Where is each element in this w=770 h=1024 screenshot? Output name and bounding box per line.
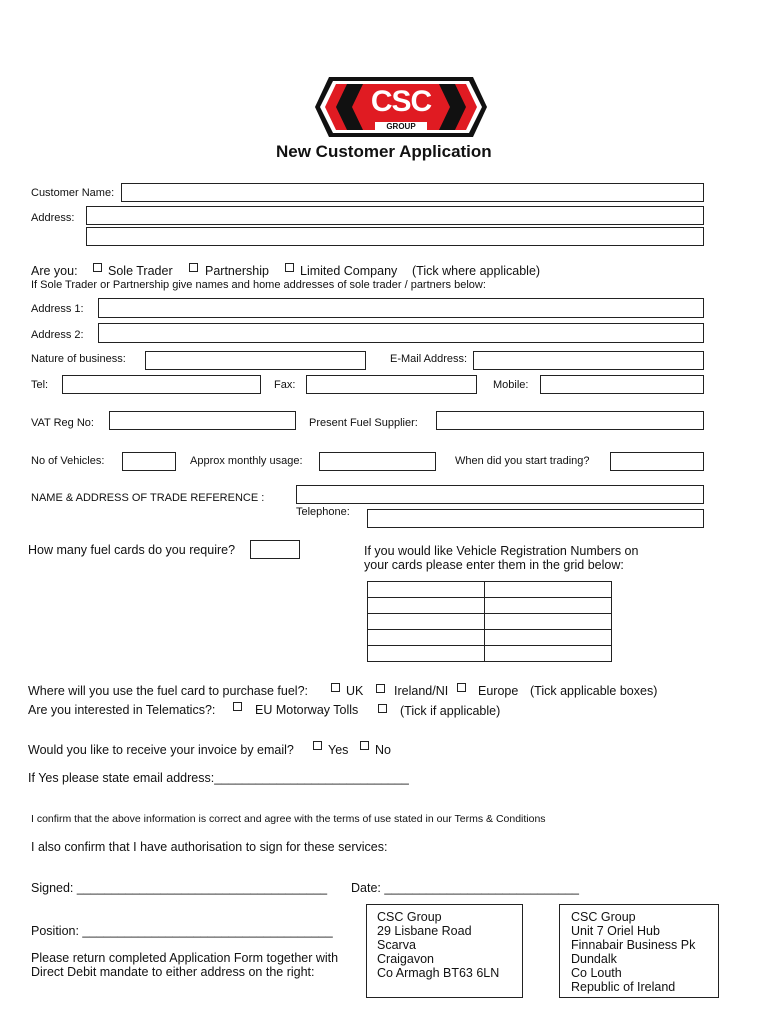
signed-line[interactable]: Signed: ____________________________________	[31, 881, 328, 895]
logo-sub: GROUP	[386, 122, 416, 131]
address-uk-line: Scarva	[377, 938, 416, 952]
invoice-email-line[interactable]: If Yes please state email address:____________________________	[28, 771, 409, 785]
where-use-question: Where will you use the fuel card to purchase fuel?:	[28, 684, 309, 698]
fuel-cards-question: How many fuel cards do you require?	[28, 543, 236, 557]
address1-label: Address 1:	[31, 303, 84, 315]
grid-row	[368, 614, 612, 630]
vehicles-label: No of Vehicles:	[31, 455, 105, 467]
fuel-supplier-label: Present Fuel Supplier:	[309, 417, 418, 429]
grid-row	[368, 630, 612, 646]
tick-hint: (Tick where applicable)	[412, 264, 541, 278]
address-ie-line: CSC Group	[571, 910, 636, 924]
csc-logo	[315, 77, 487, 137]
customer-name-label: Customer Name:	[31, 187, 115, 199]
confirm-terms: I confirm that the above information is correct and agree with the terms of use stated in our Terms & Conditions	[31, 813, 546, 825]
grid-cell[interactable]	[368, 582, 485, 598]
address2-input[interactable]	[98, 323, 704, 343]
uk-checkbox[interactable]	[331, 683, 340, 692]
grid-cell[interactable]	[485, 614, 612, 630]
reg-numbers-line2: your cards please enter them in the grid below:	[364, 558, 624, 572]
reg-numbers-line1: If you would like Vehicle Registration Numbers on	[364, 544, 639, 558]
page-title: New Customer Application	[276, 142, 492, 161]
address-ie-line: Finnabair Business Pk	[571, 938, 696, 952]
address2-label: Address 2:	[31, 329, 84, 341]
grid-cell[interactable]	[485, 646, 612, 662]
address-ie-line: Dundalk	[571, 952, 617, 966]
monthly-usage-input[interactable]	[319, 452, 436, 471]
limited-company-checkbox[interactable]	[285, 263, 294, 272]
date-line[interactable]: Date: ____________________________	[351, 881, 580, 895]
registration-grid	[367, 581, 612, 662]
grid-row	[368, 598, 612, 614]
fax-input[interactable]	[306, 375, 477, 394]
telematics-question: Are you interested in Telematics?:	[28, 703, 216, 717]
nature-label: Nature of business:	[31, 353, 126, 365]
address-ie-line: Republic of Ireland	[571, 980, 676, 994]
address1-input[interactable]	[98, 298, 704, 318]
europe-label: Europe	[478, 684, 519, 698]
where-use-hint: (Tick applicable boxes)	[530, 684, 658, 698]
address-uk-line: Co Armagh BT63 6LN	[377, 966, 500, 980]
telephone-input[interactable]	[367, 509, 704, 528]
start-trading-label: When did you start trading?	[455, 455, 590, 467]
confirm-authorisation: I also confirm that I have authorisation to sign for these services:	[31, 840, 388, 854]
grid-cell[interactable]	[368, 646, 485, 662]
telephone-label: Telephone:	[296, 506, 350, 518]
grid-row	[368, 646, 612, 662]
address-uk-line: 29 Lisbane Road	[377, 924, 472, 938]
partnership-label: Partnership	[205, 264, 269, 278]
partnership-checkbox[interactable]	[189, 263, 198, 272]
invoice-question: Would you like to receive your invoice by email?	[28, 743, 294, 757]
address-input-line2[interactable]	[86, 227, 704, 246]
limited-company-label: Limited Company	[300, 264, 398, 278]
address-box-ie	[559, 904, 719, 998]
invoice-yes-label: Yes	[328, 743, 349, 757]
ireland-checkbox[interactable]	[376, 684, 385, 693]
grid-cell[interactable]	[368, 630, 485, 646]
email-input[interactable]	[473, 351, 704, 370]
mobile-label: Mobile:	[493, 379, 529, 391]
grid-cell[interactable]	[368, 598, 485, 614]
trade-ref-label: NAME & ADDRESS OF TRADE REFERENCE :	[31, 492, 265, 504]
grid-row	[368, 582, 612, 598]
grid-cell[interactable]	[368, 614, 485, 630]
telematics-hint: (Tick if applicable)	[400, 704, 501, 718]
invoice-no-checkbox[interactable]	[360, 741, 369, 750]
invoice-no-label: No	[375, 743, 391, 757]
mobile-input[interactable]	[540, 375, 704, 394]
address-label: Address:	[31, 212, 75, 224]
sole-trader-label: Sole Trader	[108, 264, 173, 278]
logo-brand: CSC	[370, 85, 432, 118]
invoice-yes-checkbox[interactable]	[313, 741, 322, 750]
address-input-line1[interactable]	[86, 206, 704, 225]
position-line[interactable]: Position: ____________________________________	[31, 924, 333, 938]
eu-tolls-checkbox[interactable]	[378, 704, 387, 713]
vat-input[interactable]	[109, 411, 296, 430]
tel-input[interactable]	[62, 375, 261, 394]
fuel-cards-input[interactable]	[250, 540, 300, 559]
grid-cell[interactable]	[485, 630, 612, 646]
address-box-uk	[366, 904, 523, 998]
trade-ref-input[interactable]	[296, 485, 704, 504]
grid-cell[interactable]	[485, 582, 612, 598]
monthly-usage-label: Approx monthly usage:	[190, 455, 303, 467]
return-line1: Please return completed Application Form together with	[31, 951, 339, 965]
are-you-label: Are you:	[31, 264, 78, 278]
fuel-supplier-input[interactable]	[436, 411, 704, 430]
address-uk-line: CSC Group	[377, 910, 442, 924]
start-trading-input[interactable]	[610, 452, 704, 471]
vehicles-input[interactable]	[122, 452, 176, 471]
ireland-label: Ireland/NI	[394, 684, 449, 698]
address-ie-line: Co Louth	[571, 966, 622, 980]
address-ie-line: Unit 7 Oriel Hub	[571, 924, 660, 938]
customer-name-input[interactable]	[121, 183, 704, 202]
eu-tolls-label: EU Motorway Tolls	[255, 703, 359, 717]
telematics-checkbox[interactable]	[233, 702, 242, 711]
return-line2: Direct Debit mandate to either address on the right:	[31, 965, 315, 979]
uk-label: UK	[346, 684, 364, 698]
nature-input[interactable]	[145, 351, 366, 370]
europe-checkbox[interactable]	[457, 683, 466, 692]
fax-label: Fax:	[274, 379, 296, 391]
grid-cell[interactable]	[485, 598, 612, 614]
vat-label: VAT Reg No:	[31, 417, 94, 429]
tel-label: Tel:	[31, 379, 49, 391]
address-uk-line: Craigavon	[377, 952, 434, 966]
sole-trader-checkbox[interactable]	[93, 263, 102, 272]
partners-note: If Sole Trader or Partnership give names and home addresses of sole trader / partners below:	[31, 279, 486, 291]
email-label: E-Mail Address:	[390, 353, 468, 365]
